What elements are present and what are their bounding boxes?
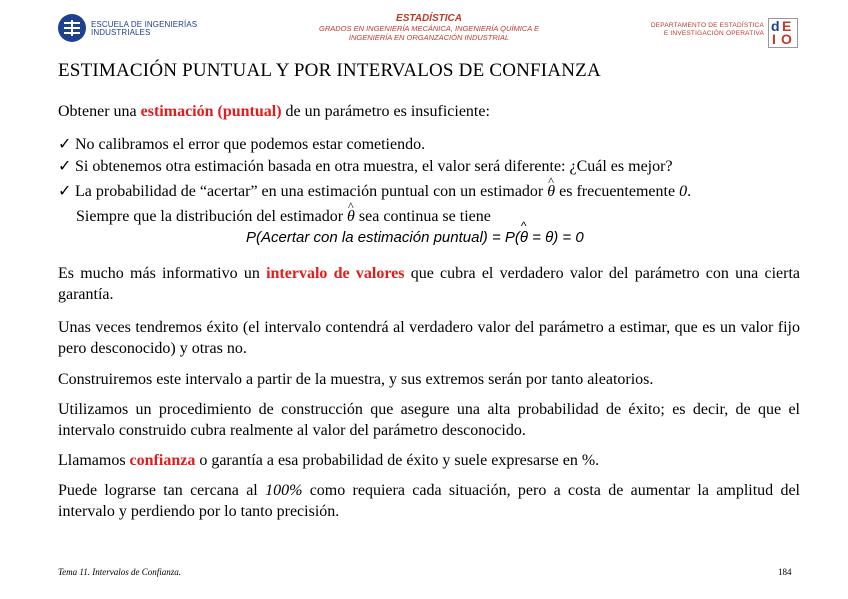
check-icon: ✓ — [58, 158, 72, 175]
bullet-1: ✓ No calibramos el error que podemos estar cometiendo. — [58, 136, 426, 153]
paragraph-construction: Construiremos este intervalo a partir de la muestra, y sus extremos serán por tanto aleatorios. — [58, 371, 654, 388]
slide-title: ESTIMACIÓN PUNTUAL Y POR INTERVALOS DE CONFIANZA — [58, 60, 601, 81]
bullet-2: ✓ Si obtenemos otra estimación basada en otra muestra, el valor será diferente: ¿Cuál es mejor? — [58, 158, 673, 175]
theta-hat-symbol: ^ θ — [547, 181, 555, 202]
paragraph-procedure: Utilizamos un procedimiento de construcción que asegure una alta probabilidad de éxito; es decir, de que el intervalo construido cubra realmente al valor del parámetro desconocido. — [58, 401, 800, 439]
theta-hat-symbol: ^ θ — [347, 206, 355, 227]
bullet-3-continuation: Siempre que la distribución del estimador ^ θ sea continua se tiene — [76, 206, 491, 227]
paragraph-precision: Puede lograrse tan cercana al 100% como requiera cada situación, pero a costa de aumentar la amplitud del intervalo y perdiendo por lo tanto precisión. — [58, 482, 801, 520]
paragraph-confidence: Llamamos confianza o garantía a esa probabilidad de éxito y suele expresarse en %. — [58, 452, 600, 469]
deio-logo-icon: d E I O — [768, 18, 798, 48]
intro-text: Obtener una estimación (puntual) de un parámetro es insuficiente: — [58, 103, 490, 120]
probability-formula: P(Acertar con la estimación puntual) = P(^ θ = θ) = 0 — [246, 229, 584, 246]
department-name: DEPARTAMENTO DE ESTADÍSTICA E INVESTIGACIÓN OPERATIVA — [650, 22, 764, 37]
check-icon: ✓ — [58, 183, 72, 200]
school-logo — [58, 14, 208, 44]
course-header — [270, 13, 588, 42]
school-name: ESCUELA DE INGENIERÍAS INDUSTRIALES — [91, 20, 198, 37]
course-title: ESTADÍSTICA — [396, 13, 462, 24]
page-number: 184 — [778, 567, 792, 577]
paragraph-interval: Es mucho más informativo un intervalo de valores que cubra el verdadero valor del parámetro con una cierta garantía. — [58, 265, 801, 303]
paragraph-success: Unas veces tendremos éxito (el intervalo contendrá al verdadero valor del parámetro a estimar, que es un valor fijo pero desconocido) y otras no. — [58, 319, 800, 357]
theta-hat-symbol: ^ θ — [520, 229, 528, 246]
footer-topic: Tema 11. Intervalos de Confianza. — [58, 567, 181, 577]
bullet-3: ✓ La probabilidad de “acertar” en una estimación puntual con un estimador ^ θ es frecuentemente 0. — [58, 181, 800, 202]
degrees-line-1: GRADOS EN INGENIERÍA MECÁNICA, INGENIERÍA QUÍMICA E — [318, 24, 540, 33]
school-emblem-icon — [58, 14, 86, 42]
degrees-line-2: INGENIERÍA EN ORGANZACIÓN INDUSTRIAL — [348, 33, 510, 42]
check-icon: ✓ — [58, 136, 72, 153]
department-logo — [640, 18, 800, 48]
